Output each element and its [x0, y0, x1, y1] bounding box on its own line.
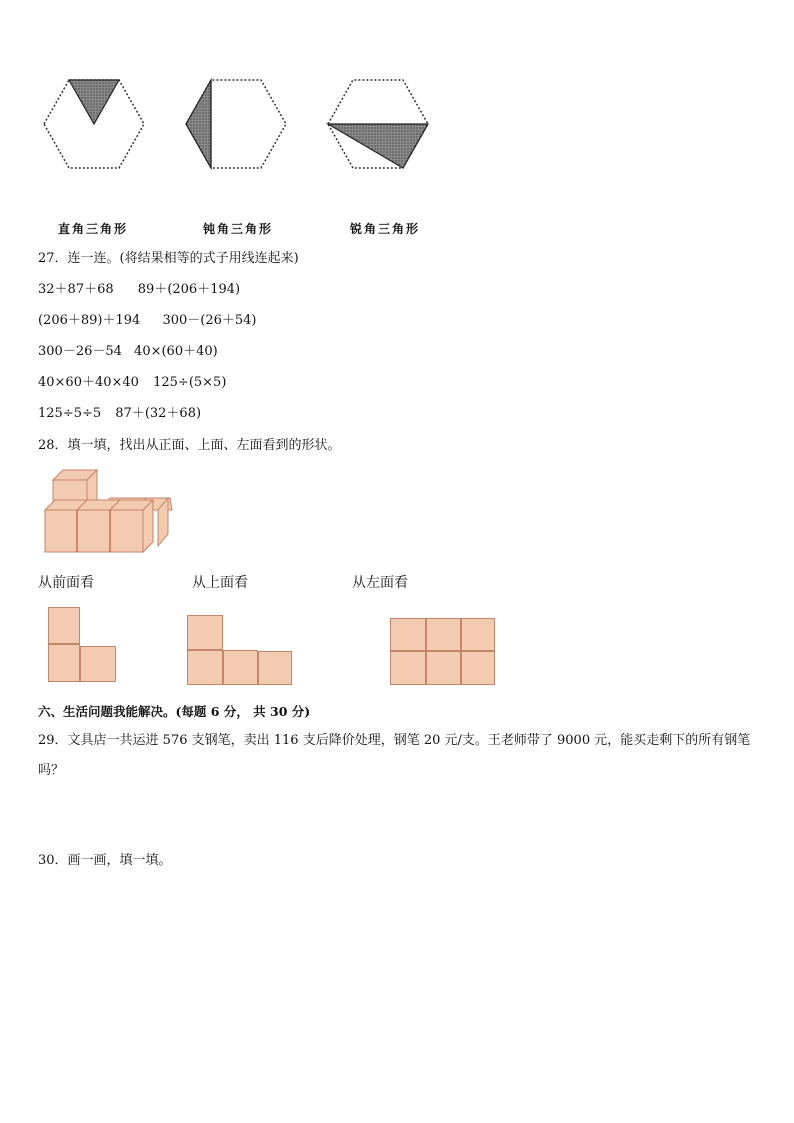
label-obtuse-triangle: 钝角三角形: [203, 222, 274, 236]
view-label-left: 从左面看: [352, 575, 408, 591]
label-right-triangle: 直角三角形: [58, 222, 129, 236]
q27-row-5: [38, 406, 201, 422]
square: [187, 615, 223, 650]
q27-left-expr[interactable]: 40×60＋40×40: [38, 375, 139, 390]
hexagon-right-triangle: [44, 80, 144, 168]
square: [223, 650, 258, 685]
view-label-top: 从上面看: [192, 575, 248, 591]
question-29-text: 29．文具店一共运进 576 支钢笔，卖出 116 支后降价处理，钢笔 20 元/支。王老师带了 9000 元，能买走剩下的所有钢笔吗？: [38, 733, 751, 778]
cube-stack-figure: [40, 466, 180, 560]
square: [390, 651, 426, 685]
q27-right-expr[interactable]: 125÷(5×5): [153, 375, 227, 390]
q27-right-expr[interactable]: 87＋(32＋68): [115, 406, 202, 421]
label-acute-triangle: 锐角三角形: [350, 222, 421, 236]
q27-row-4: [38, 375, 226, 391]
square: [48, 644, 80, 682]
hexagon-obtuse-triangle: [186, 80, 286, 168]
square: [426, 651, 461, 685]
question-27-title: 27．连一连。(将结果相等的式子用线连起来): [38, 251, 299, 266]
square: [258, 651, 292, 685]
q27-right-expr[interactable]: 300－(26＋54): [162, 313, 257, 328]
question-30-title: 30．画一画，填一填。: [38, 853, 172, 868]
q27-left-expr[interactable]: 125÷5÷5: [38, 406, 102, 421]
section-6-heading: 六、生活问题我能解决。(每题 6 分， 共 30 分): [38, 704, 311, 719]
hexagon-figures: [30, 70, 450, 180]
square: [461, 651, 495, 685]
q27-left-expr[interactable]: 300－26－54: [38, 344, 122, 359]
question-28-title: 28．填一填，找出从正面、上面、左面看到的形状。: [38, 438, 341, 453]
square: [390, 618, 426, 651]
square: [80, 646, 116, 682]
q27-right-expr[interactable]: 89＋(206＋194): [137, 282, 241, 297]
q27-row-2: [38, 313, 257, 329]
q27-row-1: [38, 282, 240, 298]
view-label-front: 从前面看: [38, 575, 94, 591]
q27-left-expr[interactable]: 32＋87＋68: [38, 282, 114, 297]
q27-right-expr[interactable]: 40×(60＋40): [134, 344, 218, 359]
q27-row-3: [38, 344, 218, 360]
q27-left-expr[interactable]: (206＋89)＋194: [38, 313, 141, 328]
square: [187, 650, 223, 685]
hexagon-acute-triangle: [328, 80, 428, 168]
square: [48, 607, 80, 644]
square: [461, 618, 495, 651]
square: [426, 618, 461, 651]
